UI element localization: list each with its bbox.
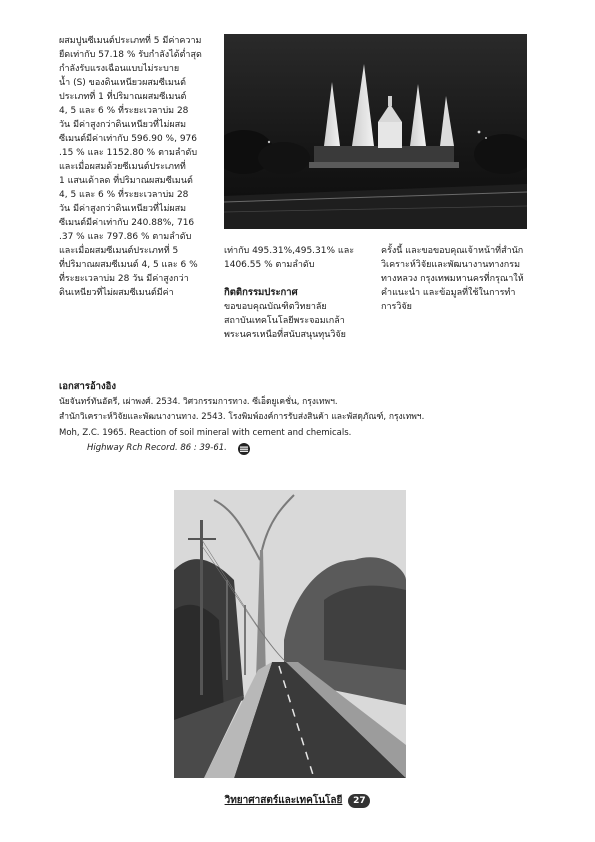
acknowledgement-continuation: ครั้งนี้ และขอขอบคุณเจ้าหน้าที่สำนัก วิเคราะห์วิจัยและพัฒนางานทางกรม ทางหลวง กรุงเทพมหานครที่กรุณาให้ คำแนะนำ และข้อมูลที่ใช้ในการทำ การวิจัย bbox=[381, 246, 524, 312]
reference-item: นัยจันทร์ทันอัตรี, เผ่าพงศ์. 2534. วิศวกรรมการทาง. ซีเอ็ดยูเคชั่น, กรุงเทพฯ. bbox=[59, 396, 338, 407]
reference-item: สำนักวิเคราะห์วิจัยและพัฒนางานทาง. 2543. โรงพิมพ์องค์การรับส่งสินค้า และพัสดุภัณฑ์, กรุงเทพฯ. bbox=[59, 412, 425, 422]
monument-illustration bbox=[224, 34, 527, 229]
references-heading: เอกสารอ้างอิง bbox=[59, 381, 116, 392]
road-illustration bbox=[174, 490, 406, 778]
body-text-column-2 bbox=[224, 244, 370, 342]
body-text-column-3 bbox=[381, 244, 527, 314]
reference-continuation bbox=[59, 441, 539, 457]
paragraph: ผสมปูนซีเมนต์ประเภทที่ 5 มีค่าความ ยืดเท่ากับ 57.18 % รับกำลังได้ต่ำสุด กำลังรับแรงเฉือนแบบไม่ระบาย น้ำ (S) ของดินเหนียวผสมซีเมนต์ ประเภทที่ 1 ที่ปริมาณผสมซีเมนต์ 4, 5 และ 6 % ที่ระยะเวลาบ่ม 28 วัน มีค่าสูงกว่าดินเหนียวที่ไม่ผสม ซีเมนต์มีค่าเท่ากับ 596.90 %, 976 .15 % และ 1152.80 % ตามลำดับ และเมื่อผสมด้วยซีเมนต์ประเภทที่ 1 แสนเด้าลด ที่ปริมาณผสมซีเมนต์ 4, 5 และ 6 % ที่ระยะเวลาบ่ม 28 วัน มีค่าสูงกว่าดินเหนียวที่ไม่ผสม ซีเมนต์มีค่าเท่ากับ 240.88%, 716 .37 % และ 797.86 % ตามลำดับ และเมื่อผสมซีเมนต์ประเภทที่ 5 ที่ปริมาณผสมซีเมนต์ 4, 5 และ 6 % ที่ระยะเวลาบ่ม 28 วัน มีค่าสูงกว่า ดินเหนียวที่ไม่ผสมซีเมนต์มีค่า bbox=[59, 36, 202, 298]
page-footer bbox=[0, 793, 595, 808]
page-number-badge: 27 bbox=[348, 794, 370, 808]
reference-journal: Highway Rch Record. 86 : 39-61. bbox=[87, 443, 227, 453]
body-text-column-1 bbox=[59, 34, 207, 364]
reference-item: Moh, Z.C. 1965. Reaction of soil mineral with cement and chemicals. bbox=[59, 427, 352, 438]
acknowledgement-text: ขอขอบคุณบัณฑิตวิทยาลัย สถาบันเทคโนโลยีพระจอมเกล้า พระนครเหนือที่สนับสนุนทุนวิจัย bbox=[224, 302, 346, 340]
references-section bbox=[59, 379, 539, 457]
paragraph: เท่ากับ 495.31%,495.31% และ 1406.55 % ตามลำดับ bbox=[224, 246, 355, 270]
end-mark-icon bbox=[237, 442, 251, 456]
journal-title: วิทยาศาสตร์และเทคโนโลยี bbox=[224, 795, 343, 806]
acknowledgement-heading: กิตติกรรมประกาศ bbox=[224, 287, 298, 298]
road-photo bbox=[174, 490, 406, 778]
monument-night-photo bbox=[224, 34, 527, 229]
